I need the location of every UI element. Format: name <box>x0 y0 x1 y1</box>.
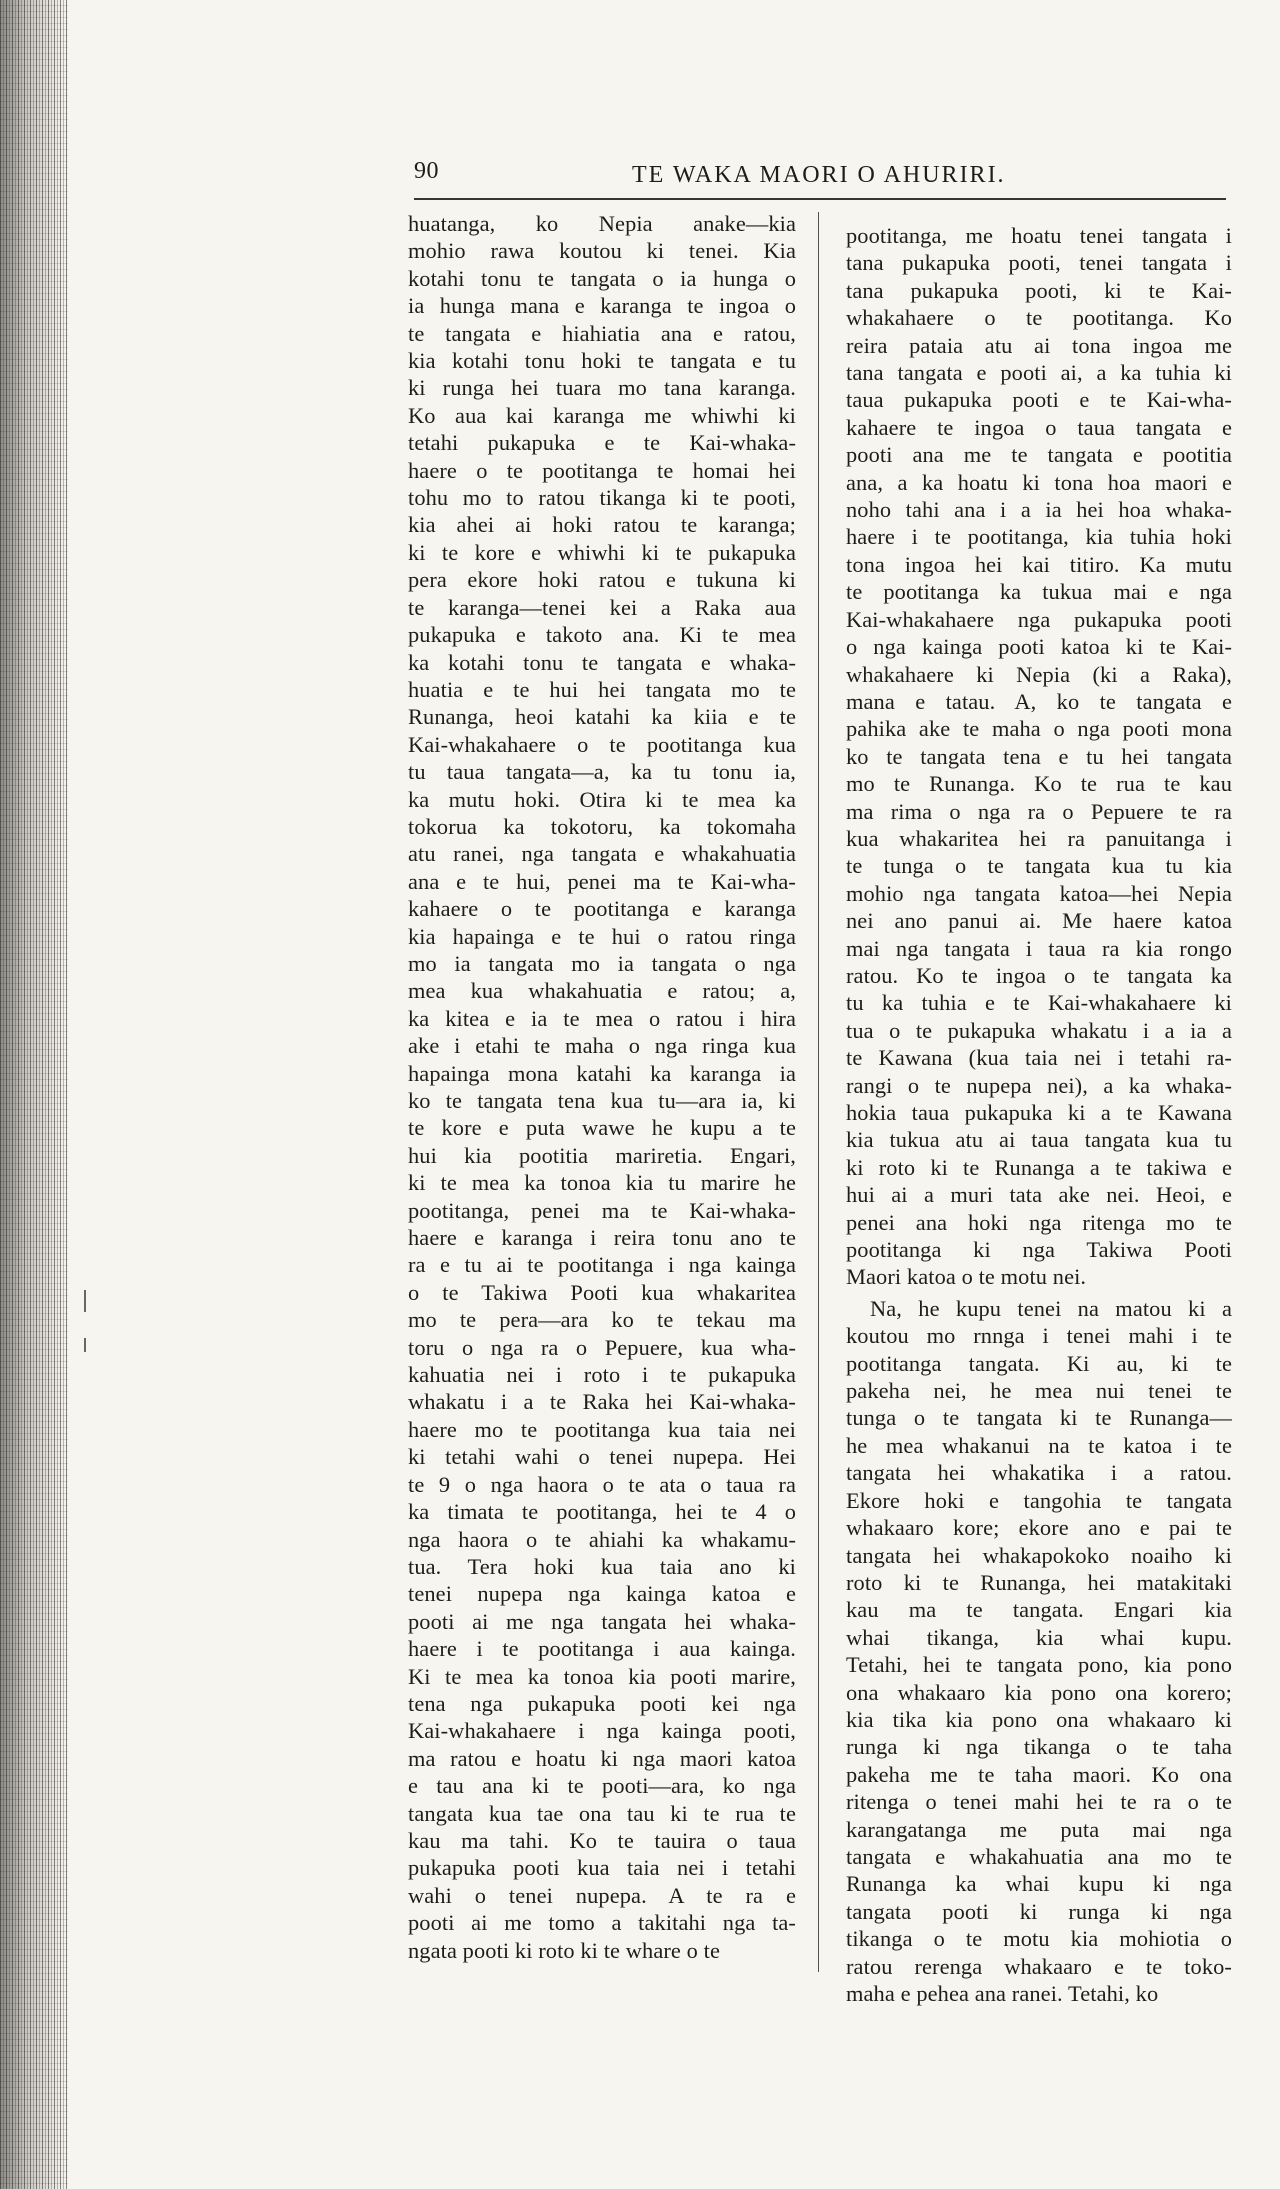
text-line: haere i te pootitanga, kia tuhia hoki <box>846 524 1232 550</box>
text-line: pukapuka pooti kua taia nei i tetahi <box>408 1855 796 1881</box>
text-line: whakatu i a te Raka hei Kai-whaka- <box>408 1389 796 1415</box>
text-line: mo te Runanga. Ko te rua te kau <box>846 771 1232 797</box>
text-line: tangata e whakahuatia ana mo te <box>846 1843 1232 1869</box>
text-line: kahaere o te pootitanga e karanga <box>408 896 796 922</box>
margin-mark <box>84 1290 86 1312</box>
text-line: tangata hei whakatika i a ratou. <box>846 1460 1232 1486</box>
text-line: kia tukua atu ai taua tangata kua tu <box>846 1127 1232 1153</box>
text-line: he mea whakanui na te katoa i te <box>846 1432 1232 1458</box>
text-line: whakahaere ki Nepia (ki a Raka), <box>846 661 1232 687</box>
text-line: ratou. Ko te ingoa o te tangata ka <box>846 962 1232 988</box>
paragraph <box>846 1295 1232 2008</box>
text-line: tetahi pukapuka e te Kai-whaka- <box>408 430 796 456</box>
text-line: tenei nupepa nga kainga katoa e <box>408 1581 796 1607</box>
text-line: te tangata e hiahiatia ana e ratou, <box>408 320 796 346</box>
text-line: tikanga o te motu kia mohiotia o <box>846 1926 1232 1952</box>
text-line: ritenga o tenei mahi hei te ra o te <box>846 1789 1232 1815</box>
text-line: taua pukapuka pooti e te Kai-wha- <box>846 387 1232 413</box>
binding-gutter-scan <box>0 0 68 2189</box>
text-line: ona whakaaro kia pono ona korero; <box>846 1679 1232 1705</box>
text-line: Runanga, heoi katahi ka kiia e te <box>408 704 796 730</box>
text-line: ki te mea ka tonoa kia tu marire he <box>408 1170 796 1196</box>
text-line: noho tahi ana i a ia hei hoa whaka- <box>846 497 1232 523</box>
page-number: 90 <box>414 158 439 184</box>
text-line: ka kitea e ia te mea o ratou i hira <box>408 1005 796 1031</box>
text-line: ko te tangata tena e tu hei tangata <box>846 743 1232 769</box>
text-line: tohu mo to ratou tikanga ki te pooti, <box>408 485 796 511</box>
text-line: hui kia pootitia mariretia. Engari, <box>408 1142 796 1168</box>
text-line: nei ano panui ai. Me haere katoa <box>846 908 1232 934</box>
text-line: ia hunga mana e karanga te ingoa o <box>408 293 796 319</box>
text-line: pukapuka e takoto ana. Ki te mea <box>408 622 796 648</box>
text-line: ka timata te pootitanga, hei te 4 o <box>408 1499 796 1525</box>
text-line: te 9 o nga haora o te ata o taua ra <box>408 1471 796 1497</box>
text-line: huatia e te hui hei tangata mo te <box>408 676 796 702</box>
text-line: tu taua tangata—a, ka tu tonu ia, <box>408 759 796 785</box>
text-line: whai tikanga, kia whai kupu. <box>846 1624 1232 1650</box>
text-line: tana tangata e pooti ai, a ka tuhia ki <box>846 360 1232 386</box>
text-line: tana pukapuka pooti, tenei tangata i <box>846 250 1232 276</box>
text-line: hokia taua pukapuka ki a te Kawana <box>846 1100 1232 1125</box>
text-line: mana e tatau. A, ko te tangata e <box>846 688 1232 714</box>
text-line: pooti ana me te tangata e pootitia <box>846 442 1232 468</box>
text-line: tokorua ka tokotoru, ka tokomaha <box>408 813 796 839</box>
left-text-column <box>408 210 796 1964</box>
text-line: mohio rawa koutou ki tenei. Kia <box>408 238 796 264</box>
text-line: ra e tu ai te pootitanga i nga kainga <box>408 1252 796 1278</box>
text-line: whakahaere o te pootitanga. Ko <box>846 305 1232 331</box>
text-line: karangatanga me puta mai nga <box>846 1816 1232 1842</box>
text-line: o nga kainga pooti katoa ki te Kai- <box>846 634 1232 660</box>
text-line: whakaaro kore; ekore ano e pai te <box>846 1515 1232 1541</box>
text-line: ratou rerenga whakaaro e te toko- <box>846 1953 1232 1979</box>
text-line: te pootitanga ka tukua mai e nga <box>846 579 1232 605</box>
text-line: haere mo te pootitanga kua taia nei <box>408 1416 796 1442</box>
text-line: tangata pooti ki runga ki nga <box>846 1898 1232 1924</box>
text-line: koutou mo rnnga i tenei mahi i te <box>846 1323 1232 1349</box>
text-line: Maori katoa o te motu nei. <box>846 1264 1087 1290</box>
text-line: ana e te hui, penei ma te Kai-wha- <box>408 868 796 894</box>
text-line: kia kotahi tonu hoki te tangata e tu <box>408 348 796 374</box>
text-line: pootitanga ki nga Takiwa Pooti <box>846 1237 1232 1263</box>
text-line: mai nga tangata i taua ra kia rongo <box>846 935 1232 961</box>
text-line: kua whakaritea hei ra panuitanga i <box>846 825 1232 851</box>
text-line: Ko aua kai karanga me whiwhi ki <box>408 402 796 428</box>
text-line: ma rima o nga ra o Pepuere te ra <box>846 798 1232 824</box>
text-line: nga haora o te ahiahi ka whakamu- <box>408 1526 796 1552</box>
paragraph <box>846 222 1232 1291</box>
text-line: tu ka tuhia e te Kai-whakahaere ki <box>846 990 1232 1016</box>
text-line: hui ai a muri tata ake nei. Heoi, e <box>846 1182 1232 1208</box>
text-line: tunga o te tangata ki te Runanga— <box>846 1405 1232 1431</box>
text-line: Runanga ka whai kupu ki nga <box>846 1871 1232 1897</box>
text-line: tangata kua tae ona tau ki te rua te <box>408 1800 796 1826</box>
text-line: huatanga, ko Nepia anake—kia <box>408 211 796 236</box>
text-line: haere e karanga i reira tonu ano te <box>408 1225 796 1251</box>
text-line: ma ratou e hoatu ki nga maori katoa <box>408 1745 796 1771</box>
text-line: runga ki nga tikanga o te taha <box>846 1734 1232 1760</box>
text-line: ake i etahi te maha o nga ringa kua <box>408 1033 796 1059</box>
text-line: tona ingoa hei kai titiro. Ka mutu <box>846 551 1232 577</box>
text-line: atu ranei, nga tangata e whakahuatia <box>408 841 796 867</box>
text-line: ngata pooti ki roto ki te whare o te <box>408 1937 721 1963</box>
text-line: kia hapainga e te hui o ratou ringa <box>408 923 796 949</box>
text-line: Kai-whakahaere i nga kainga pooti, <box>408 1718 796 1744</box>
text-line: pera ekore hoki ratou e tukuna ki <box>408 567 796 593</box>
text-line: tena nga pukapuka pooti kei nga <box>408 1690 796 1716</box>
text-line: kia ahei ai hoki ratou te karanga; <box>408 512 796 538</box>
text-line: pakeha me te taha maori. Ko ona <box>846 1761 1232 1787</box>
text-line: penei ana hoki nga ritenga mo te <box>846 1209 1232 1235</box>
text-line: pakeha nei, he mea nui tenei te <box>846 1378 1232 1404</box>
text-line: tua. Tera hoki kua taia ano ki <box>408 1553 796 1579</box>
text-line: kahuatia nei i roto i te pukapuka <box>408 1362 796 1388</box>
text-line: te karanga—tenei kei a Raka aua <box>408 594 796 620</box>
text-line: ki te kore e whiwhi ki te pukapuka <box>408 539 796 565</box>
text-line: o te Takiwa Pooti kua whakaritea <box>408 1279 796 1305</box>
text-line: pahika ake te maha o nga pooti mona <box>846 716 1232 742</box>
running-title: TE WAKA MAORI O AHURIRI. <box>632 162 1006 188</box>
text-line: reira pataia atu ai tona ingoa me <box>846 332 1232 358</box>
text-line: kahaere te ingoa o taua tangata e <box>846 414 1232 440</box>
text-line: e tau ana ki te pooti—ara, ko nga <box>408 1773 796 1799</box>
text-line: rangi o te nupepa nei), a ka whaka- <box>846 1072 1232 1098</box>
text-line: Kai-whakahaere nga pukapuka pooti <box>846 606 1232 632</box>
text-line: roto ki te Runanga, hei matakitaki <box>846 1569 1232 1595</box>
text-line: mea kua whakahuatia e ratou; a, <box>408 978 796 1004</box>
right-text-column <box>846 222 1232 2007</box>
text-line: haere o te pootitanga te homai hei <box>408 457 796 483</box>
text-line: Na, he kupu tenei na matou ki a <box>870 1295 1232 1321</box>
text-line: Ekore hoki e tangohia te tangata <box>846 1487 1232 1513</box>
text-line: pooti ai me nga tangata hei whaka- <box>408 1608 796 1634</box>
text-line: kau ma te tangata. Engari kia <box>846 1597 1232 1623</box>
text-line: wahi o tenei nupepa. A te ra e <box>408 1882 796 1908</box>
text-line: toru o nga ra o Pepuere, kua wha- <box>408 1334 796 1360</box>
text-line: pootitanga tangata. Ki au, ki te <box>846 1350 1232 1376</box>
text-line: hapainga mona katahi ka karanga ia <box>408 1060 796 1086</box>
text-line: pootitanga, me hoatu tenei tangata i <box>846 223 1232 248</box>
text-line: kau ma tahi. Ko te tauira o taua <box>408 1827 796 1853</box>
text-line: te tunga o te tangata kua tu kia <box>846 853 1232 879</box>
header-rule <box>414 198 1226 200</box>
text-line: mo ia tangata mo ia tangata o nga <box>408 950 796 976</box>
text-line: kia tika kia pono ona whakaaro ki <box>846 1706 1232 1732</box>
text-line: ki runga hei tuara mo tana karanga. <box>408 375 796 401</box>
text-line: ko te tangata tena kua tu—ara ia, ki <box>408 1088 796 1113</box>
text-line: ka kotahi tonu te tangata e whaka- <box>408 649 796 675</box>
column-divider <box>818 212 819 1972</box>
text-line: ki tetahi wahi o tenei nupepa. Hei <box>408 1444 796 1470</box>
text-line: haere i te pootitanga i aua kainga. <box>408 1636 796 1662</box>
text-line: te Kawana (kua taia nei i tetahi ra- <box>846 1045 1232 1071</box>
text-line: maha e pehea ana ranei. Tetahi, ko <box>846 1981 1159 2006</box>
text-line: te kore e puta wawe he kupu a te <box>408 1115 796 1141</box>
text-line: pooti ai me tomo a takitahi nga ta- <box>408 1910 796 1936</box>
text-line: ka mutu hoki. Otira ki te mea ka <box>408 786 796 812</box>
text-line: pootitanga, penei ma te Kai-whaka- <box>408 1197 796 1223</box>
text-line: Ki te mea ka tonoa kia pooti marire, <box>408 1663 796 1689</box>
text-line: mohio nga tangata katoa—hei Nepia <box>846 880 1232 906</box>
text-line: tua o te pukapuka whakatu i a ia a <box>846 1017 1232 1043</box>
margin-mark <box>84 1338 86 1352</box>
text-line: Kai-whakahaere o te pootitanga kua <box>408 731 796 757</box>
text-line: tangata hei whakapokoko noaiho ki <box>846 1542 1232 1568</box>
text-line: tana pukapuka pooti, ki te Kai- <box>846 277 1232 303</box>
text-line: Tetahi, hei te tangata pono, kia pono <box>846 1652 1232 1678</box>
text-line: kotahi tonu te tangata o ia hunga o <box>408 265 796 291</box>
text-line: mo te pera—ara ko te tekau ma <box>408 1307 796 1333</box>
text-line: ki roto ki te Runanga a te takiwa e <box>846 1154 1232 1180</box>
text-line: ana, a ka hoatu ki tona hoa maori e <box>846 469 1232 495</box>
